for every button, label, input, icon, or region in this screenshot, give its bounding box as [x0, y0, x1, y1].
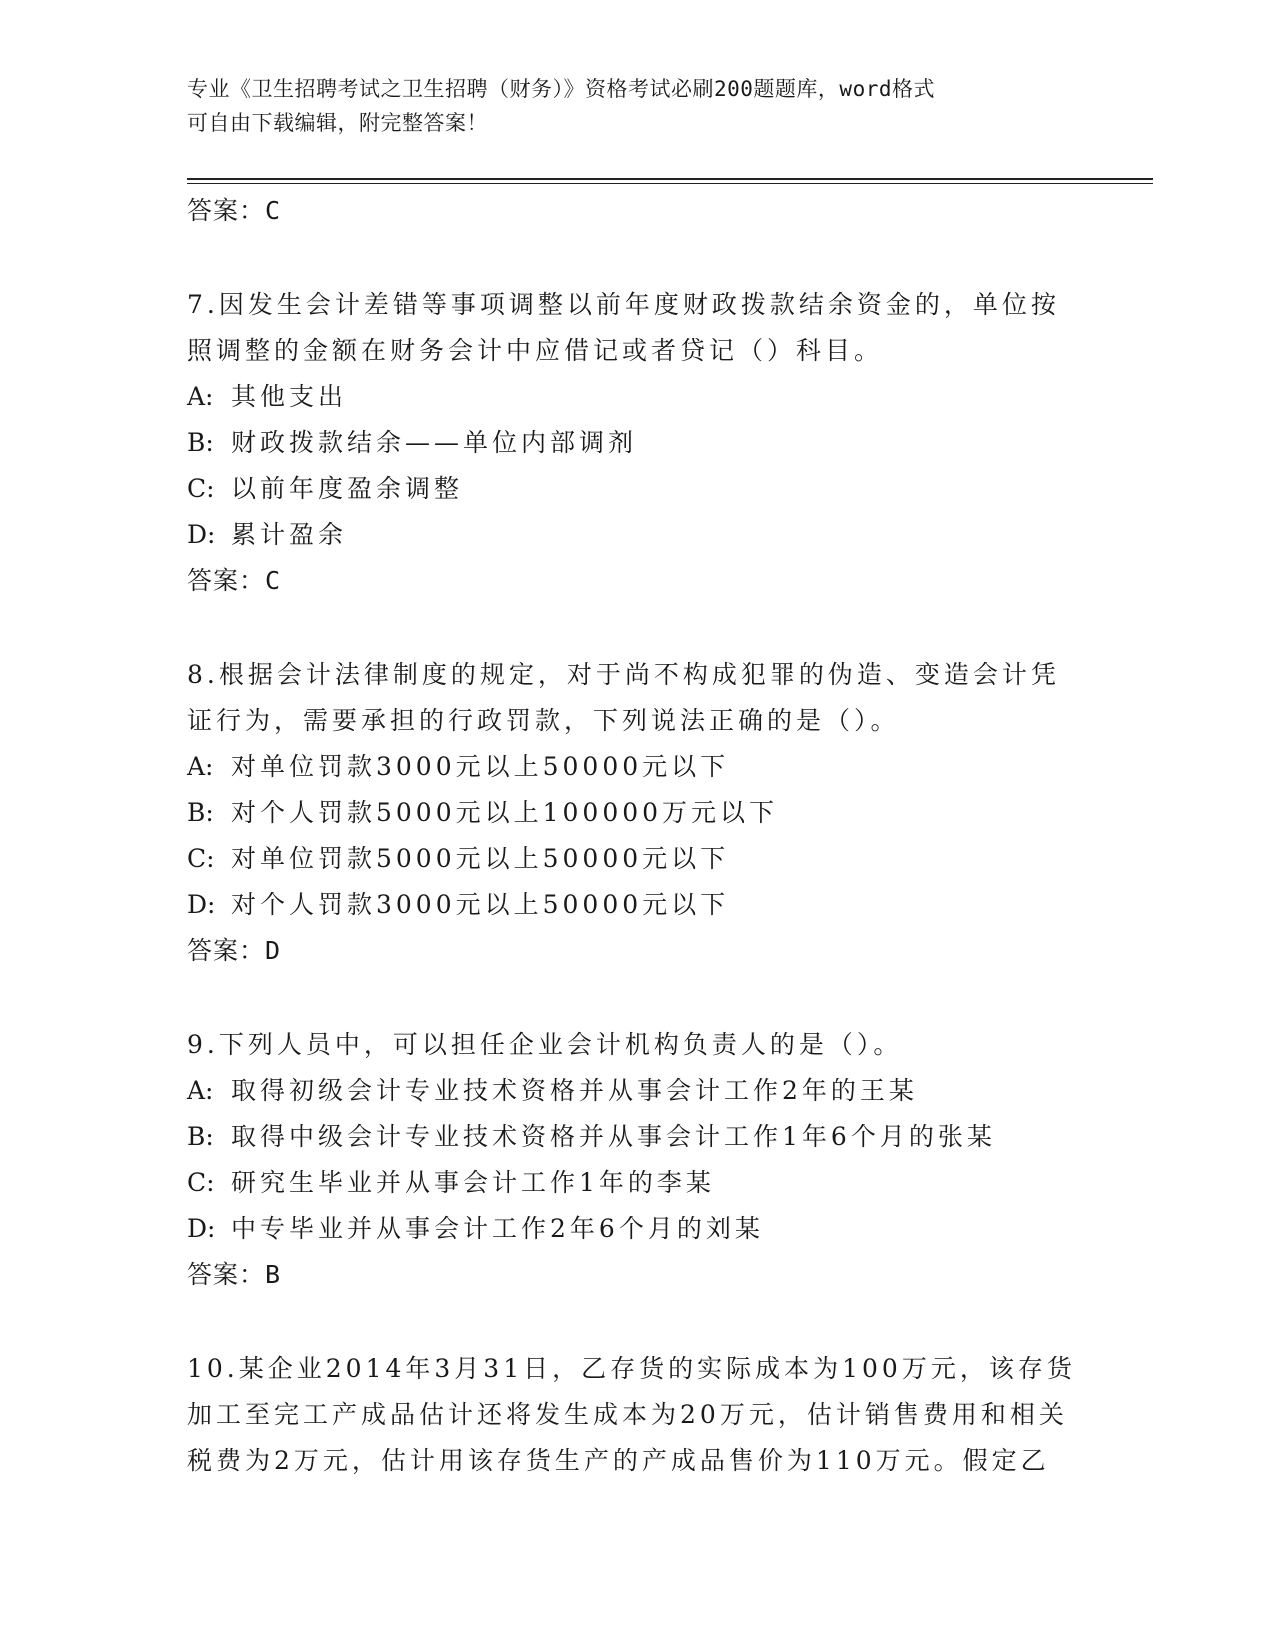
- answer-option: [187, 790, 1087, 836]
- option-text: 以前年度盈余调整: [231, 474, 464, 503]
- question-stem-line: 证行为，需要承担的行政罚款，下列说法正确的是（）。: [187, 706, 900, 735]
- question-item: [187, 282, 1087, 604]
- header-rule: [187, 178, 1153, 180]
- option-label: A:: [187, 382, 214, 411]
- question-stem-line: 税费为2万元，估计用该存货生产的产成品售价为110万元。假定乙: [187, 1446, 1050, 1475]
- document-header: [187, 72, 1067, 140]
- question-item: [187, 1022, 1087, 1298]
- question-stem-line: 加工至完工产成品估计还将发生成本为20万元，估计销售费用和相关: [187, 1400, 1068, 1429]
- header-line-2: 可自由下载编辑，附完整答案！: [187, 111, 488, 135]
- question-stem-line: 照调整的金额在财务会计中应借记或者贷记（）科目。: [187, 336, 884, 365]
- option-text: 对单位罚款3000元以上50000元以下: [231, 752, 730, 781]
- answer-line: 答案：C: [187, 196, 282, 225]
- answer-option: [187, 744, 1087, 790]
- option-text: 取得中级会计专业技术资格并从事会计工作1年6个月的张某: [231, 1122, 996, 1151]
- option-text: 中专毕业并从事会计工作2年6个月的刘某: [231, 1214, 764, 1243]
- document-body: [187, 188, 1087, 1484]
- option-label: C:: [187, 844, 215, 873]
- answer-option: [187, 420, 1087, 466]
- answer-option: [187, 882, 1087, 928]
- answer-option: [187, 1160, 1087, 1206]
- option-text: 对个人罚款3000元以上50000元以下: [231, 890, 730, 919]
- option-label: A:: [187, 752, 214, 781]
- answer-option: [187, 836, 1087, 882]
- question-item: [187, 652, 1087, 974]
- answer-line: 答案：C: [187, 566, 282, 595]
- option-label: B:: [187, 798, 214, 827]
- option-label: A:: [187, 1076, 214, 1105]
- option-label: B:: [187, 1122, 214, 1151]
- question-stem-line: 7.因发生会计差错等事项调整以前年度财政拨款结余资金的，单位按: [187, 290, 1060, 319]
- answer-option: [187, 512, 1087, 558]
- header-line-1: 专业《卫生招聘考试之卫生招聘（财务）》资格考试必刷200题题库，word格式: [187, 77, 935, 101]
- answer-option: [187, 1114, 1087, 1160]
- option-label: D:: [187, 890, 216, 919]
- option-label: C:: [187, 1168, 215, 1197]
- question-stem-line: 9.下列人员中，可以担任企业会计机构负责人的是（）。: [187, 1030, 903, 1059]
- answer-option: [187, 374, 1087, 420]
- question-item: [187, 1346, 1087, 1484]
- option-label: D:: [187, 520, 216, 549]
- header-rule-thin: [187, 183, 1153, 184]
- answer-option: [187, 1068, 1087, 1114]
- option-text: 财政拨款结余——单位内部调剂: [231, 428, 638, 457]
- option-text: 累计盈余: [231, 520, 348, 549]
- option-label: B:: [187, 428, 214, 457]
- question-stem-line: 10.某企业2014年3月31日，乙存货的实际成本为100万元，该存货: [187, 1354, 1076, 1383]
- option-text: 研究生毕业并从事会计工作1年的李某: [231, 1168, 715, 1197]
- option-text: 对单位罚款5000元以上50000元以下: [231, 844, 730, 873]
- option-label: C:: [187, 474, 215, 503]
- question-list: [187, 282, 1087, 1484]
- answer-option: [187, 1206, 1087, 1252]
- answer-line: 答案：B: [187, 1260, 282, 1289]
- option-text: 对个人罚款5000元以上100000万元以下: [231, 798, 779, 827]
- option-text: 取得初级会计专业技术资格并从事会计工作2年的王某: [231, 1076, 918, 1105]
- answer-line: 答案：D: [187, 936, 282, 965]
- option-text: 其他支出: [231, 382, 348, 411]
- answer-option: [187, 466, 1087, 512]
- question-stem-line: 8.根据会计法律制度的规定，对于尚不构成犯罪的伪造、变造会计凭: [187, 660, 1060, 689]
- option-label: D:: [187, 1214, 216, 1243]
